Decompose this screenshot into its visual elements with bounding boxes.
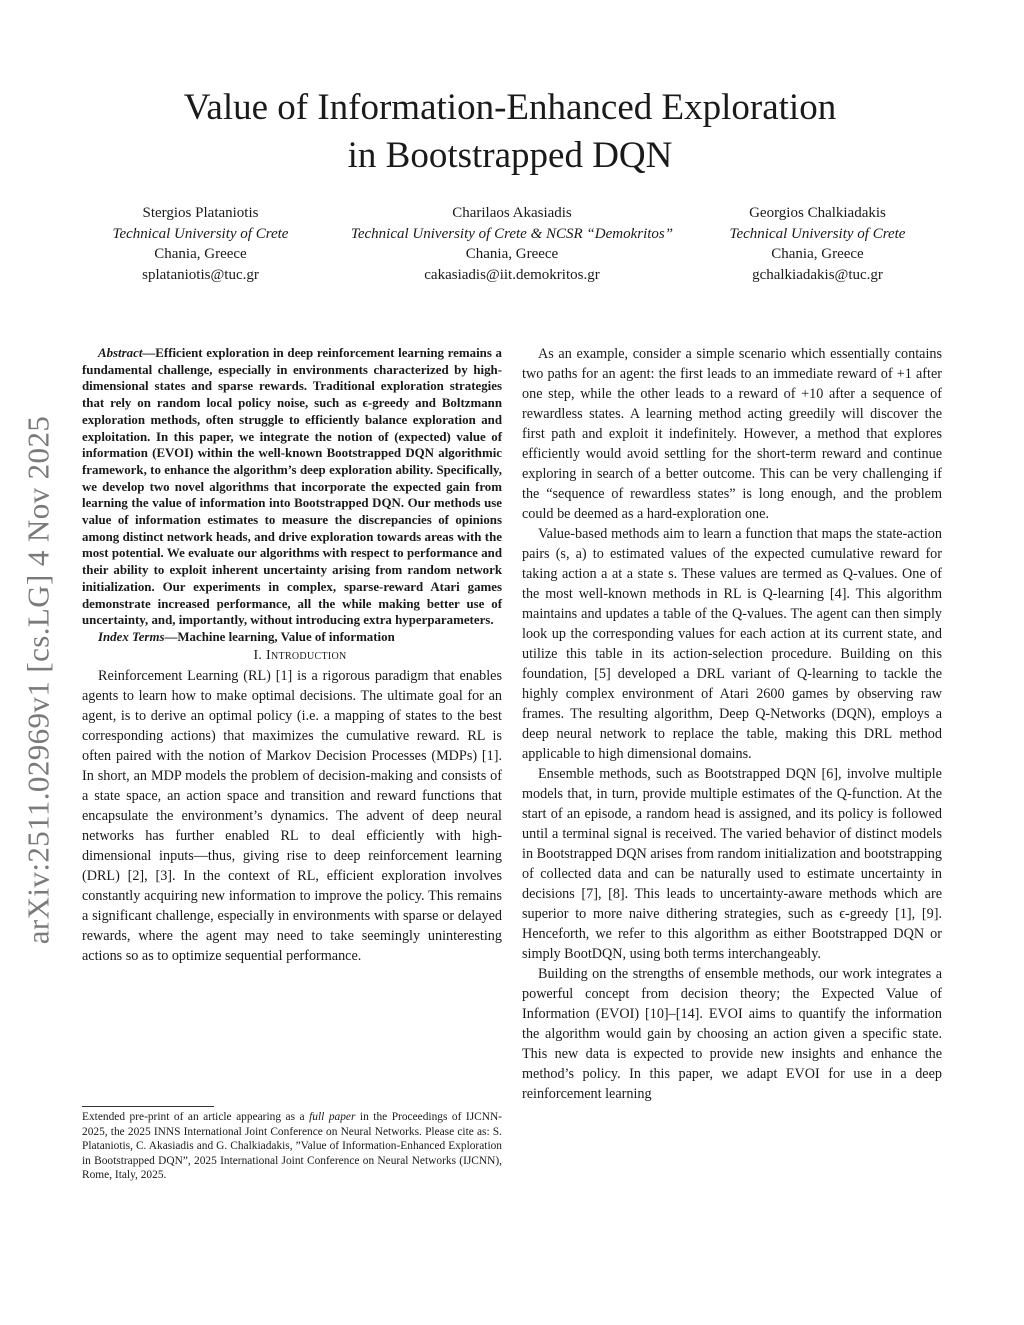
author-name: Georgios Chalkiadakis — [749, 205, 886, 221]
footnote-post: in the Proceedings of IJCNN-2025, the 2025 INNS International Joint Conference on Neural Networks. Please cite as: S. Plataniotis, C. Akasiadis and G. Chalkiadakis, ”Value of Information-Enhanced Exploration in Bootstrapped DQN”, 2025 International Joint Conference on Neural Networks (IJCNN), Rome, Italy, 2025. — [82, 1111, 502, 1182]
section-number: I. — [253, 647, 263, 663]
footnote-emphasis: full paper — [309, 1111, 356, 1123]
section-heading — [82, 646, 502, 666]
author-email: splataniotis@tuc.gr — [142, 266, 259, 283]
author-affiliation: Technical University of Crete & NCSR “Demokritos” — [350, 225, 674, 242]
body-paragraph: Value-based methods aim to learn a function that maps the state-action pairs (s, a) to estimated values of the expected cumulative reward for taking action a at a state s. These values are termed as Q-values. One of the most well-known methods in RL is Q-learning [4]. This algorithm maintains and updates a table of the Q-values. The agent can then simply look up the corresponding values for each action at its current state, and utilize this table in its action-selection procedure. Building on this foundation, [5] developed a DRL variant of Q-learning to tackle the highly complex environment of Atari 2600 games by observing raw frames. The resulting algorithm, Deep Q-Networks (DQN), employs a deep neural network to replace the table, making this DRL method applicable to high dimensional domains. — [522, 526, 942, 762]
author-location: Chania, Greece — [771, 246, 864, 262]
author-location: Chania, Greece — [154, 246, 247, 262]
author-email: cakasiadis@iit.demokritos.gr — [424, 266, 600, 283]
body-paragraph: Ensemble methods, such as Bootstrapped DQN [6], involve multiple models that, in turn, provide multiple estimates of the Q-function. At the start of an episode, a random head is assigned, and its policy is followed until a terminal signal is received. The varied behavior of distinct models in Bootstrapped DQN arises from random initialization and bootstrapping of collected data and can be naturally used to estimate uncertainty in decisions [7], [8]. This leads to uncertainty-aware methods which are superior to more naive dithering strategies, such as ϵ-greedy [1], [9]. Henceforth, we refer to this algorithm as either Bootstrapped DQN or simply BootDQN, using both terms interchangeably. — [522, 766, 942, 962]
footnote-divider — [82, 1106, 214, 1107]
index-terms-paragraph — [82, 629, 502, 646]
arxiv-identifier-text: arXiv:2511.02969v1 [cs.LG] 4 Nov 2025 — [20, 415, 55, 945]
abstract-label: Abstract — [98, 346, 143, 360]
footnote — [82, 1110, 502, 1183]
author-email: gchalkiadakis@tuc.gr — [752, 266, 883, 283]
index-terms-text: —Machine learning, Value of information — [164, 629, 395, 644]
footnote-pre: Extended pre-print of an article appearing as a — [82, 1111, 310, 1123]
author-block-3 — [714, 203, 921, 285]
abstract-text: —Efficient exploration in deep reinforcement learning remains a fundamental challenge, especially in environments characterized by high-dimensional states and sparse rewards. Traditional exploration strategies that rely on random local policy noise, such as ϵ-greedy and Boltzmann exploration methods, often struggle to efficiently balance exploration and exploitation. In this paper, we integrate the notion of (expected) value of information (EVOI) within the well-known Bootstrapped DQN algorithmic framework, to enhance the algorithm’s deep exploration ability. Specifically, we develop two novel algorithms that incorporate the expected gain from learning the value of information into Bootstrapped DQN. Our methods use value of information estimates to measure the discrepancies of opinions among distinct network heads, and drive exploration towards areas with the most potential. We evaluate our algorithms with respect to performance and their ability to exploit inherent uncertainty arising from random network initialization. Our experiments in complex, sparse-reward Atari games demonstrate increased performance, all the while making better use of uncertainty, and, importantly, without introducing extra hyperparameters. — [82, 346, 502, 628]
left-column — [82, 345, 502, 966]
index-terms-label: Index Terms — [98, 629, 165, 644]
author-affiliation: Technical University of Crete — [112, 225, 289, 242]
arxiv-identifier-stamp — [10, 375, 66, 985]
author-name: Stergios Plataniotis — [142, 205, 259, 221]
author-affiliation: Technical University of Crete — [729, 225, 906, 242]
section-title: Introduction — [266, 647, 347, 663]
body-paragraph: Reinforcement Learning (RL) [1] is a rigorous paradigm that enables agents to learn how to make optimal decisions. The ultimate goal for an agent, is to derive an optimal policy (i.e. a mapping of states to the best corresponding actions) that maximizes the cumulative reward. RL is often paired with the notion of Markov Decision Processes (MDPs) [1]. In short, an MDP models the problem of decision-making and consists of a state space, an action space and transition and reward functions that encapsulate the environment’s dynamics. The advent of deep neural networks has further enabled RL to deal efficiently with high-dimensional inputs—thus, giving rise to deep reinforcement learning (DRL) [2], [3]. In the context of RL, efficient exploration involves constantly acquiring new information to improve the policy. This remains a significant challenge, especially in environments with sparse or delayed rewards, where the agent may need to take seemingly uninteresting actions so as to optimize sequential performance. — [82, 667, 502, 964]
body-paragraph: As an example, consider a simple scenario which essentially contains two paths for an agent: the first leads to an immediate reward of +1 after one step, while the other leads to a reward of +10 after a sequence of rewardless states. A learning method acting greedily will discover the first path and exploit it indefinitely. However, a method that explores efficiently would avoid settling for the short-term reward and continue exploring in search of a better outcome. This can be very challenging if the “sequence of rewardless states” is long enough, and the problem could be deemed as a hard-exploration one. — [522, 346, 942, 522]
title-line-2: in Bootstrapped DQN — [347, 135, 673, 176]
body-paragraph: Building on the strengths of ensemble methods, our work integrates a powerful concept from decision theory; the Expected Value of Information (EVOI) [10]–[14]. EVOI aims to quantify the information the algorithm would gain by choosing an action given a specific state. This new data is expected to provide new insights and enhance the method’s policy. In this paper, we adapt EVOI for use in a deep reinforcement learning — [522, 966, 942, 1102]
right-column — [522, 344, 942, 1104]
title-line-1: Value of Information-Enhanced Exploration — [183, 87, 837, 128]
abstract-paragraph — [82, 345, 502, 629]
author-location: Chania, Greece — [465, 246, 559, 262]
paper-title — [100, 84, 920, 180]
author-block-2 — [322, 203, 702, 285]
author-block-1 — [98, 203, 303, 285]
author-name: Charilaos Akasiadis — [452, 205, 572, 221]
